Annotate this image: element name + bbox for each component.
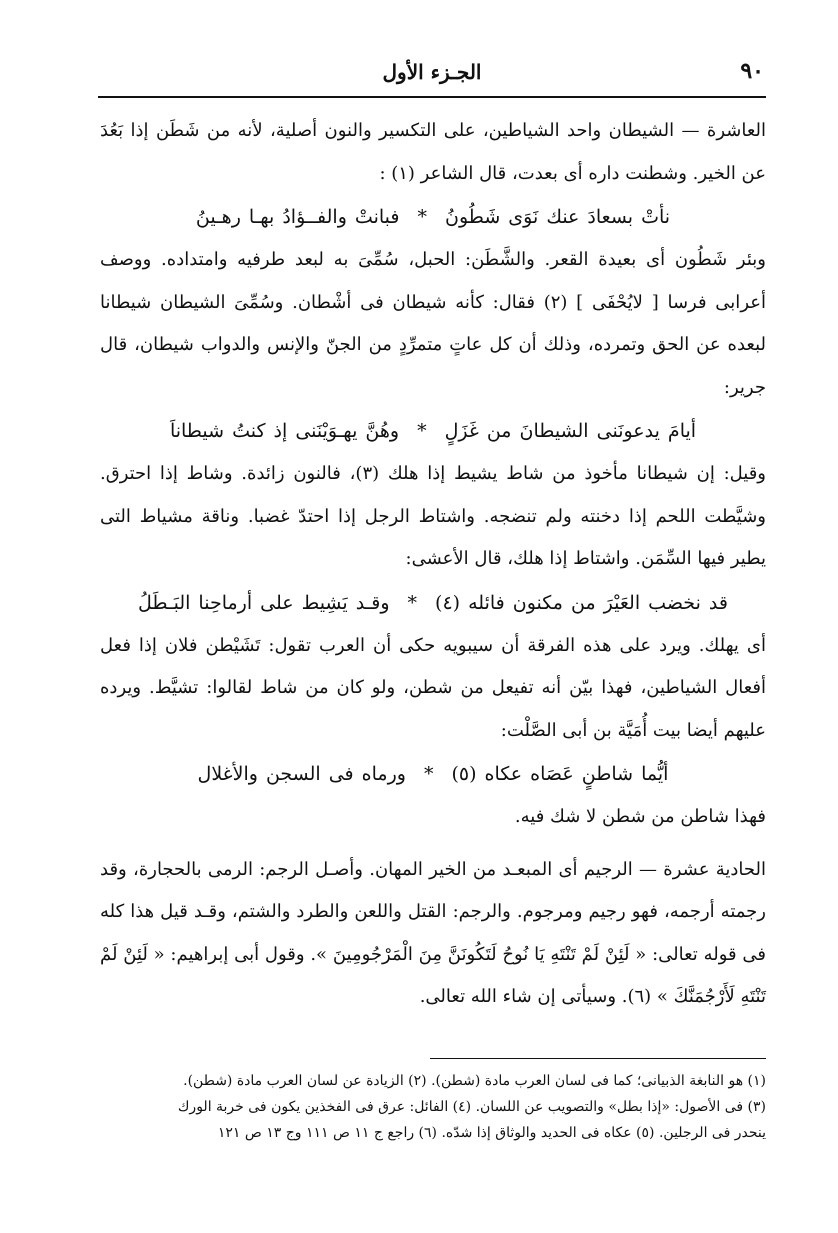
paragraph-sibawayh: أى يهلك. ويرد على هذه الفرقة أن سيبويه حكى أن العرب تقول: تَشَيْطن فلان إذا فعل أفعال الشياطين، فهذا بيّن أنه تفيعل من شطن، ولو كان من شاط لقالوا: تشيَّط. ويرده عليهم أيضا بيت أُمَيَّة بن أبى الصَّلْت:	[100, 634, 766, 741]
verse-separator: *	[407, 591, 418, 614]
verse-separator: *	[417, 206, 427, 228]
paragraph-shatan: وبئر شَطُون أى بعيدة القعر. والشَّطَن: الحبل، سُمِّىَ به لبعد طرفيه وامتداده. ووصف أعرابى فرسا [ لايُحْفَى ] (٢) فقال: كأنه شيطان فى أشْطان. وسُمِّىَ الشيطان شيطانا لبعده عن الحق وتمرده، وذلك أن كل عاتٍ متمرِّدٍ من الجنّ والإنس والدواب شيطان، قال جرير:	[100, 249, 766, 398]
paragraph-eleventh: الحادية عشرة — الرجيم أى المبعـد من الخير المهان. وأصـل الرجم: الرمى بالحجارة، وقد رجمته أرجمه، فهو رجيم ومرجوم. والرجم: القتل واللعن والطرد والشتم، وقـد قيل هذا كله فى قوله تعالى: « لَئِنْ لَمْ تَنْتَهِ يَا نُوحُ لَتَكُونَنَّ مِنَ الْمَرْجُومِينَ ». وقول أبى إبراهيم: « لَئِنْ لَمْ تَنْتَهِ لَأَرْجُمَنَّكَ » (٦). وسيأتى إن شاء الله تعالى.	[100, 858, 766, 1007]
paragraph-conclusion: فهذا شاطن من شطن لا شك فيه.	[514, 806, 766, 827]
verse-hemistich: ورماه فى السجن والأغلال	[197, 763, 406, 785]
footnote-line: (١) هو النابغة الذبيانى؛ كما فى لسان العرب مادة (شطن). (٢) الزيادة عن لسان العرب مادة (شطن).	[183, 1073, 766, 1089]
paragraph-shata: وقيل: إن شيطانا مأخوذ من شاط يشيط إذا هلك (٣)، فالنون زائدة. وشاط إذا احترق. وشيَّطت اللحم إذا دخنته ولم تنضجه. واشتاط الرجل إذا احتدّ غضبا. وناقة مشياط التى يطير فيها السِّمَن. واشتاط إذا هلك، قال الأعشى:	[100, 463, 766, 569]
verse-separator: *	[423, 763, 434, 785]
main-text	[100, 110, 766, 1019]
verse-hemistich: نأتْ بسعادَ عنك نَوَى شَطُونُ	[444, 206, 671, 228]
verse-line	[100, 581, 766, 625]
verse-hemistich: أيامَ يدعونَنى الشيطانَ من غَزَلٍ	[444, 420, 697, 442]
verse-hemistich: وقـد يَشِيط على أرماحِنا البَـطَلُ	[138, 591, 390, 614]
footnote-line: ينحدر فى الرجلين. (٥) عكاه فى الحديد والوثاق إذا شدّه. (٦) راجع ج ١١ ص ١١١ وج ١٣ ص ١٢١	[217, 1125, 766, 1141]
footnote-rule	[430, 1058, 766, 1059]
verse-separator: *	[417, 420, 427, 442]
verse-hemistich: قد نخضب العَيْرَ من مكنون فائله (٤)	[435, 591, 728, 614]
verse-line	[100, 409, 766, 453]
page-header	[100, 58, 764, 92]
verse-hemistich: فبانتْ والفــؤادُ بهـا رهـينُ	[195, 206, 400, 228]
footnote-line: (٣) فى الأصول: «إذا بطل» والتصويب عن اللسان. (٤) الفائل: عرق فى الفخذين يكون فى خربة الورك	[177, 1099, 766, 1115]
page-number: ٩٠	[740, 58, 764, 84]
running-title: الجـزء الأول	[382, 60, 482, 84]
verse-hemistich: وهُنَّ يهـوَيْنَنى إذ كنتُ شيطاناَ	[169, 420, 400, 442]
verse-line	[100, 195, 766, 239]
verse-line	[100, 752, 766, 796]
footnotes	[100, 1068, 766, 1146]
verse-hemistich: أيُّما شاطنٍ عَصَاه عكاه (٥)	[451, 763, 669, 785]
paragraph-tenth: العاشرة — الشيطان واحد الشياطين، على التكسير والنون أصلية، لأنه من شَطَن إذا بَعُدَ عن الخير. وشطنت داره أى بعدت، قال الشاعر (١) :	[100, 120, 766, 184]
header-rule	[98, 96, 766, 98]
